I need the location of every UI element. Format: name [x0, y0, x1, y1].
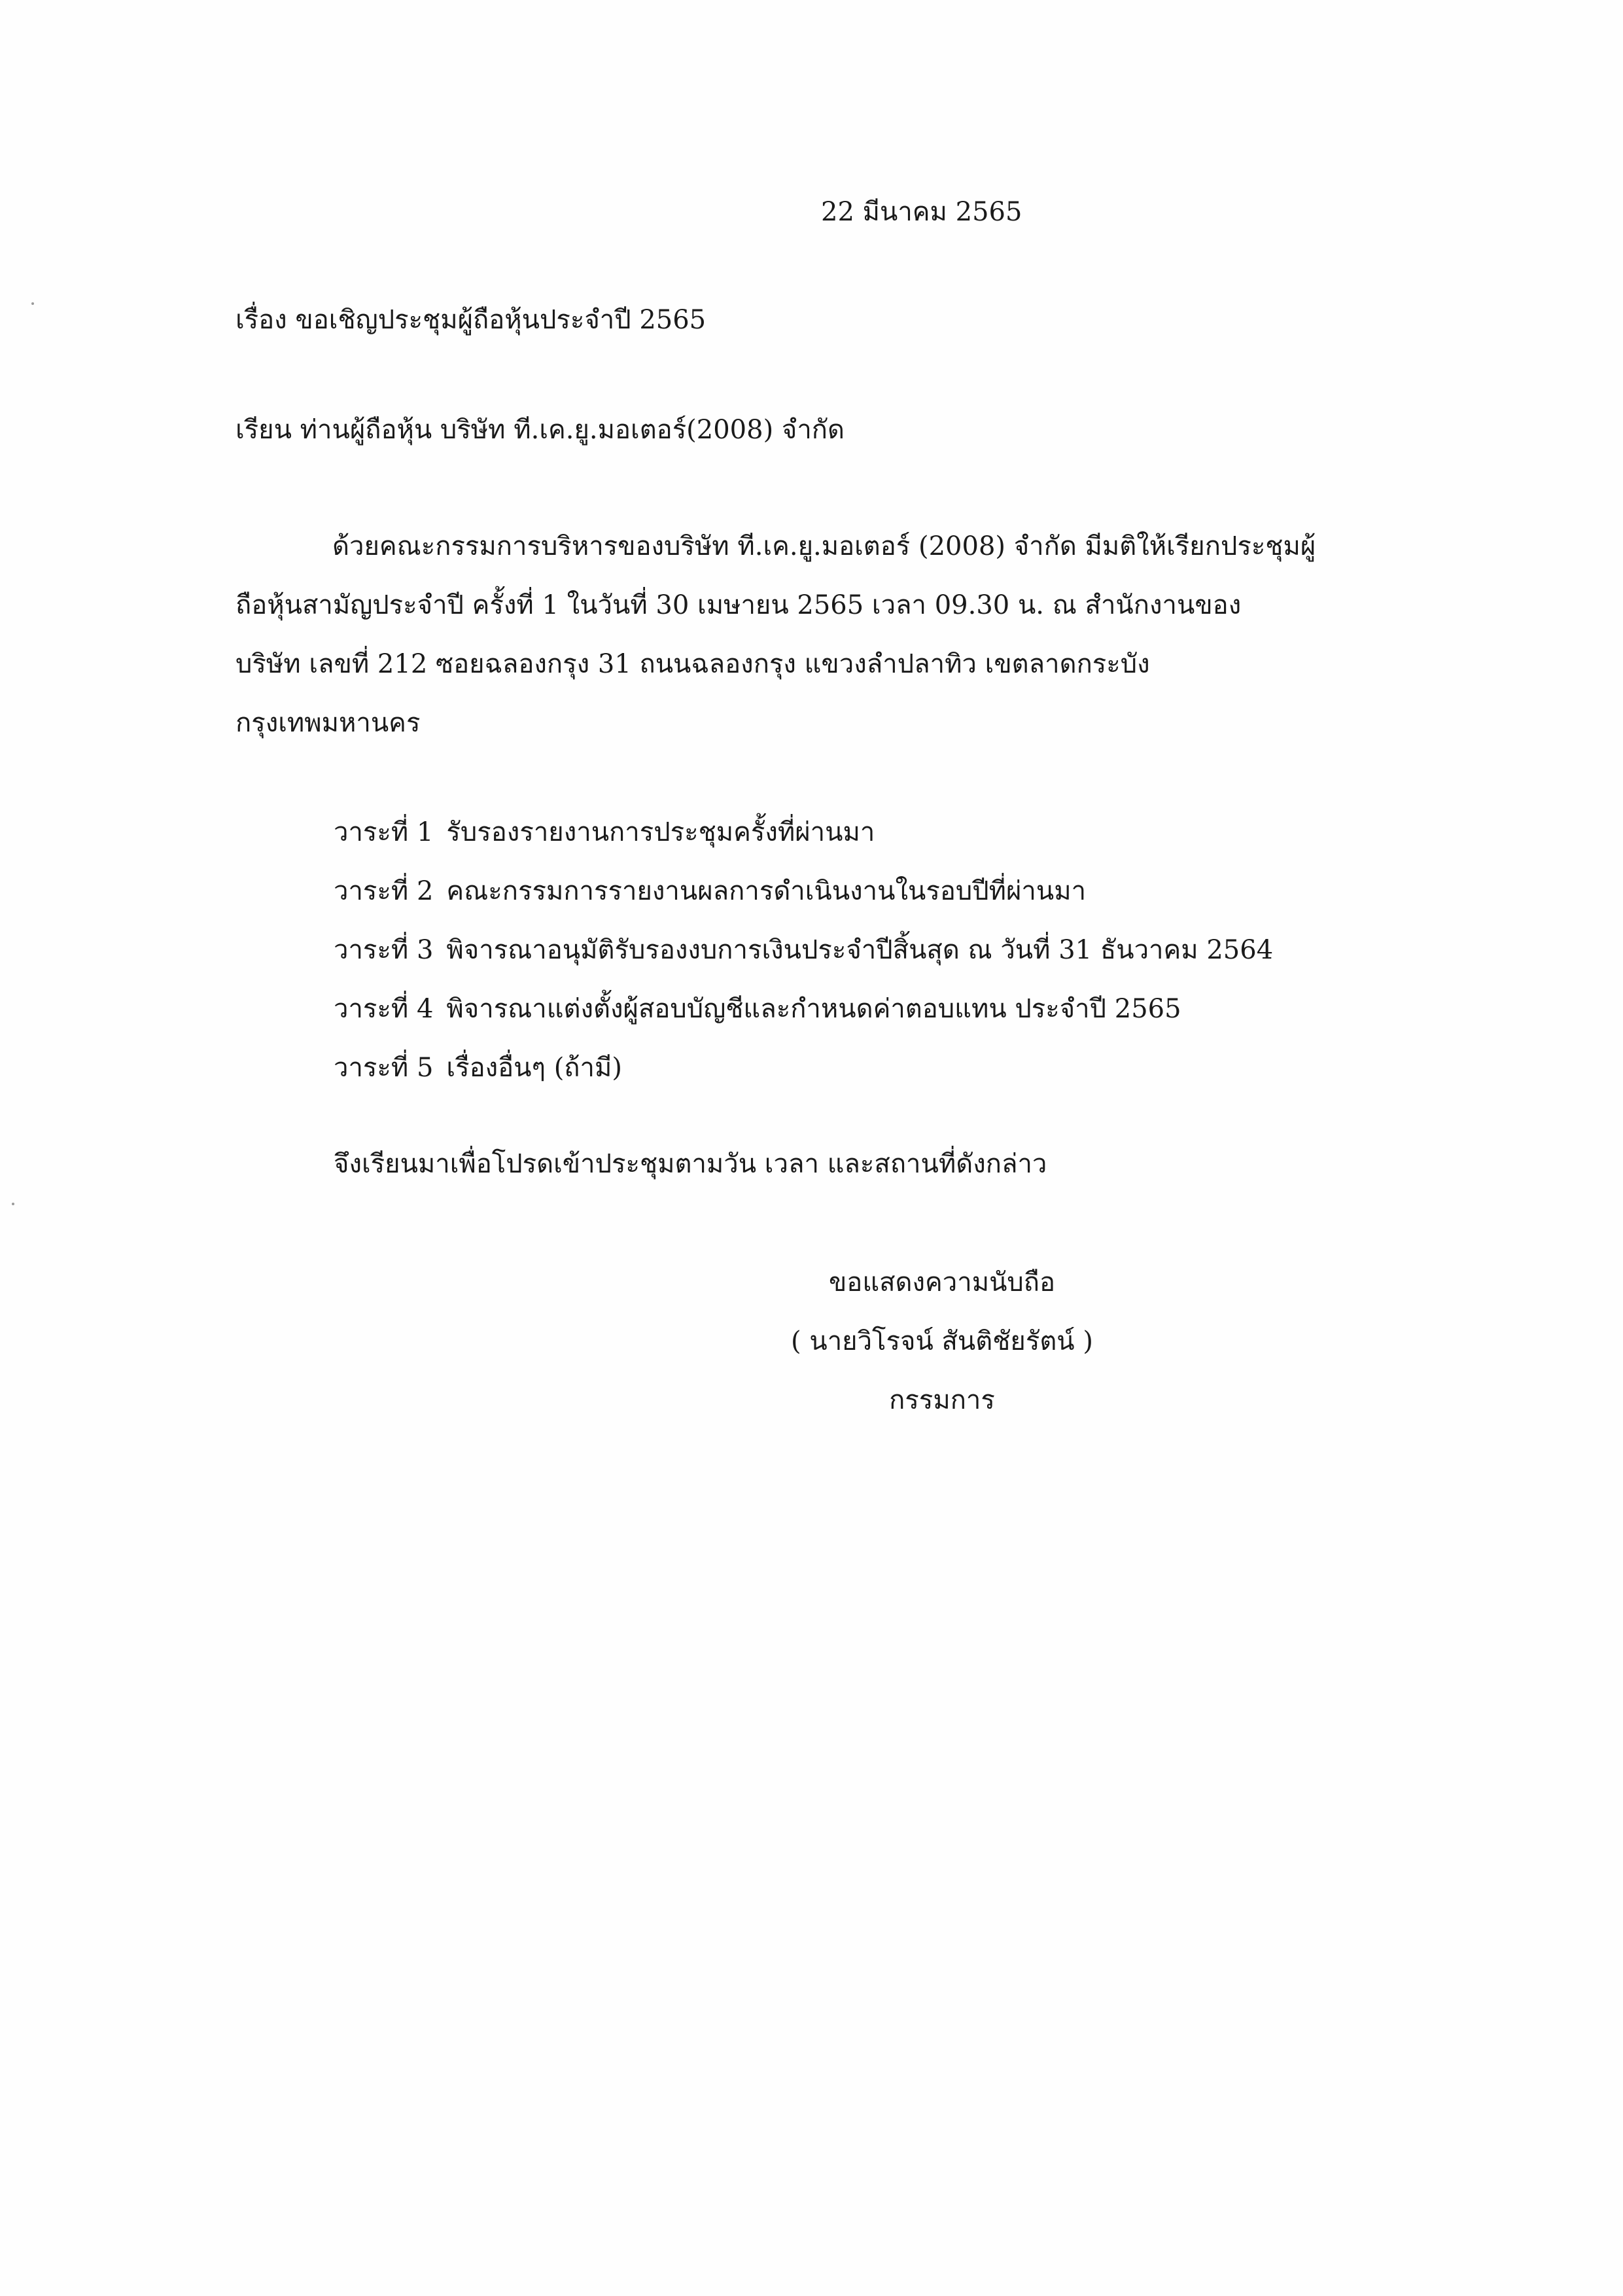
- agenda-item: [334, 803, 1273, 862]
- agenda-item-text: เรื่องอื่นๆ (ถ้ามี): [446, 1053, 622, 1083]
- agenda-item-label: วาระที่ 2: [334, 876, 434, 906]
- signature-title: กรรมการ: [889, 1385, 995, 1415]
- agenda-item: [334, 1038, 1273, 1097]
- agenda-list: [334, 803, 1273, 1097]
- signature-regards: ขอแสดงความนับถือ: [828, 1267, 1056, 1298]
- body-line: บริษัท เลขที่ 212 ซอยฉลองกรุง 31 ถนนฉลองกรุง แขวงลำปลาทิว เขตลาดกระบัง: [236, 649, 1150, 679]
- scan-speck: [12, 1203, 14, 1205]
- letter-date: 22 มีนาคม 2565: [821, 197, 1022, 227]
- signature-block: [746, 1253, 1138, 1430]
- scan-speck: [31, 302, 34, 305]
- agenda-item-label: วาระที่ 3: [334, 935, 434, 965]
- agenda-item: [334, 921, 1273, 980]
- agenda-item-label: วาระที่ 5: [334, 1053, 434, 1083]
- agenda-item-text: พิจารณาแต่งตั้งผู้สอบบัญชีและกำหนดค่าตอบแทน ประจำปี 2565: [446, 994, 1181, 1024]
- agenda-item-label: วาระที่ 1: [334, 817, 434, 847]
- body-line: ถือหุ้นสามัญประจำปี ครั้งที่ 1 ในวันที่ 30 เมษายน 2565 เวลา 09.30 น. ณ สำนักงานของ: [236, 590, 1242, 620]
- agenda-item: [334, 862, 1273, 921]
- agenda-item-text: คณะกรรมการรายงานผลการดำเนินงานในรอบปีที่ผ่านมา: [446, 876, 1087, 906]
- letter-salutation: เรียน ท่านผู้ถือหุ้น บริษัท ที.เค.ยู.มอเตอร์(2008) จำกัด: [236, 415, 845, 445]
- signature-name: ( นายวิโรจน์ สันติชัยรัตน์ ): [791, 1326, 1093, 1356]
- agenda-item-text: รับรองรายงานการประชุมครั้งที่ผ่านมา: [446, 817, 875, 847]
- agenda-item: [334, 980, 1273, 1038]
- agenda-item-text: พิจารณาอนุมัติรับรองงบการเงินประจำปีสิ้นสุด ณ วันที่ 31 ธันวาคม 2564: [446, 935, 1274, 965]
- body-line: ด้วยคณะกรรมการบริหารของบริษัท ที.เค.ยู.มอเตอร์ (2008) จำกัด มีมติให้เรียกประชุมผู้: [332, 531, 1316, 561]
- letter-body: [236, 517, 1374, 752]
- closing-sentence: จึงเรียนมาเพื่อโปรดเข้าประชุมตามวัน เวลา และสถานที่ดังกล่าว: [334, 1149, 1047, 1179]
- letter-subject: เรื่อง ขอเชิญประชุมผู้ถือหุ้นประจำปี 2565: [236, 305, 707, 335]
- body-line: กรุงเทพมหานคร: [236, 708, 421, 738]
- agenda-item-label: วาระที่ 4: [334, 994, 434, 1024]
